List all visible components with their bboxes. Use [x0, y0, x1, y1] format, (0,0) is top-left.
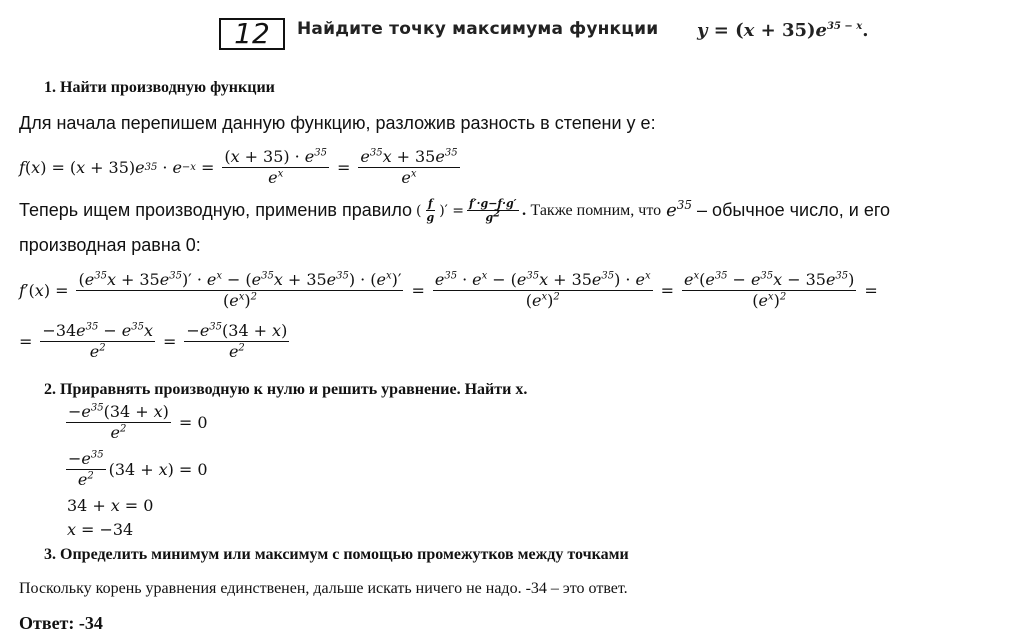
solve-equation-2: $\frac{-e^{35}}{e^2}$ (34 + x ) = 0 — [68, 449, 208, 489]
quotient-rule-formula: ( $\frac{f}{g}$ )′ = $\frac{f'\cdot g-f\cdot g'}{g^2}$ . — [416, 197, 527, 224]
rule-text: Теперь ищем производную, применив правило — [19, 200, 413, 220]
derivative-equation-1: f ′( x ) = $\frac{(e^{35}x + 35e^{35})' \cdot e^x - (e^{35}x + 35e^{35}) \cdot (e^x)'}{(e^x)^2}$ = $\frac{e^{35} \cdot e^x - (e^{35}x + 35e^{35}) \cdot e^x}{(e^x)^2}$ = $\frac{e^x(e^{35} - e^{35}x - 35e^{35})}{(e^x)^2}$ = — [19, 270, 878, 310]
derivative-rule-line — [19, 198, 890, 223]
step-2-heading: 2. Приравнять производную к нулю и решить уравнение. Найти x. — [44, 381, 528, 398]
rule-note: Также помним, что — [530, 201, 662, 219]
rule-line-2: производная равна 0: — [19, 235, 201, 255]
problem-number: 12 — [234, 17, 270, 50]
derivative-equation-2: = $\frac{-34e^{35} - e^{35}x}{e^2}$ = $\frac{-e^{35}(34 + x)}{e^2}$ — [19, 321, 288, 361]
problem-statement: Найдите точку максимума функции — [297, 19, 659, 39]
solve-equation-3: 34 + x = 0 — [67, 496, 154, 515]
step-1-heading: 1. Найти производную функции — [44, 79, 275, 96]
final-answer: Ответ: -34 — [19, 613, 103, 633]
e35-expression: $e^{35}$ — [666, 198, 693, 221]
step-3-heading: 3. Определить минимум или максимум с помощью промежутков между точками — [44, 546, 629, 563]
solve-equation-4: x = −34 — [67, 520, 134, 539]
rule-note-2: – обычное число, и его — [697, 200, 891, 220]
problem-number-box — [219, 18, 285, 50]
function-rewrite-equation: f ( x ) = ( x + 35) e 35 · e −x = $\frac{(x + 35) \cdot e^{35}}{e^x}$ = $\frac{e^{35}x + 35e^{35}}{e^x}$ — [19, 147, 458, 187]
conclusion-paragraph: Поскольку корень уравнения единственен, дальше искать ничего не надо. -34 – это ответ. — [19, 580, 628, 597]
problem-function: $y = (x + 35)e^{35 - x}$. — [697, 20, 869, 41]
intro-paragraph: Для начала перепишем данную функцию, разложив разность в степени у e: — [19, 113, 656, 133]
solve-equation-1: $\frac{-e^{35}(34 + x)}{e^2}$ = 0 — [68, 402, 208, 442]
